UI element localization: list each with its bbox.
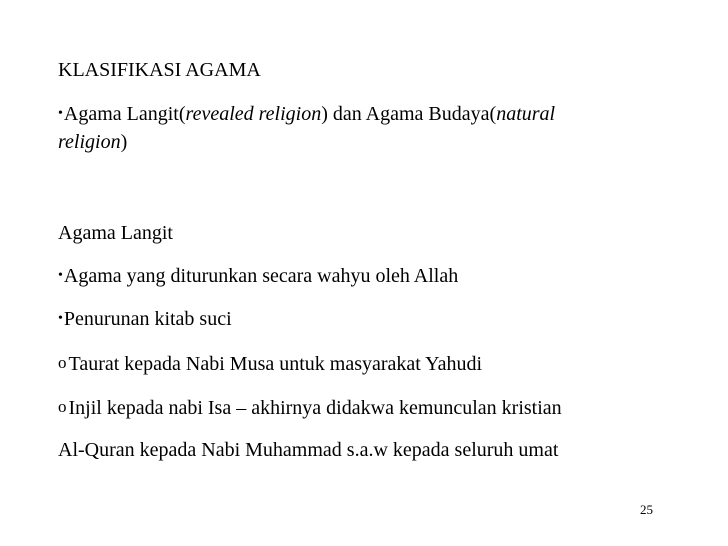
classification-line-2 [58, 129, 678, 155]
classification-line-1 [58, 101, 678, 127]
sub-list-item-text: Taurat kepada Nabi Musa untuk masyarakat Yahudi [68, 353, 482, 375]
slide-heading: KLASIFIKASI AGAMA [58, 59, 261, 81]
subheading-agama-langit: Agama Langit [58, 222, 173, 244]
circle-bullet-icon: o [58, 397, 67, 416]
classification-prefix: Agama Langit( [63, 103, 186, 125]
classification-italic-1: revealed religion [185, 103, 322, 125]
list-item-text: Agama yang diturunkan secara wahyu oleh Allah [63, 265, 459, 287]
classification-suffix: ) [120, 131, 128, 153]
sub-list-item [58, 394, 678, 421]
classification-middle: ) dan Agama Budaya( [321, 103, 497, 125]
sub-list-item-text: Injil kepada nabi Isa – akhirnya didakwa kemunculan kristian [68, 397, 562, 419]
classification-italic-2b: religion [58, 131, 121, 153]
bullet-icon: • [58, 268, 63, 283]
page-number: 25 [640, 502, 653, 517]
al-quran-line: Al-Quran kepada Nabi Muhammad s.a.w kepada seluruh umat [58, 439, 559, 461]
list-item [58, 306, 678, 332]
bullet-icon: • [58, 106, 63, 121]
circle-bullet-icon: o [58, 353, 67, 372]
classification-italic-2a: natural [496, 103, 556, 125]
sub-list-item [58, 350, 678, 377]
bullet-icon: • [58, 311, 63, 326]
list-item-text: Penurunan kitab suci [63, 308, 232, 330]
list-item [58, 263, 678, 289]
